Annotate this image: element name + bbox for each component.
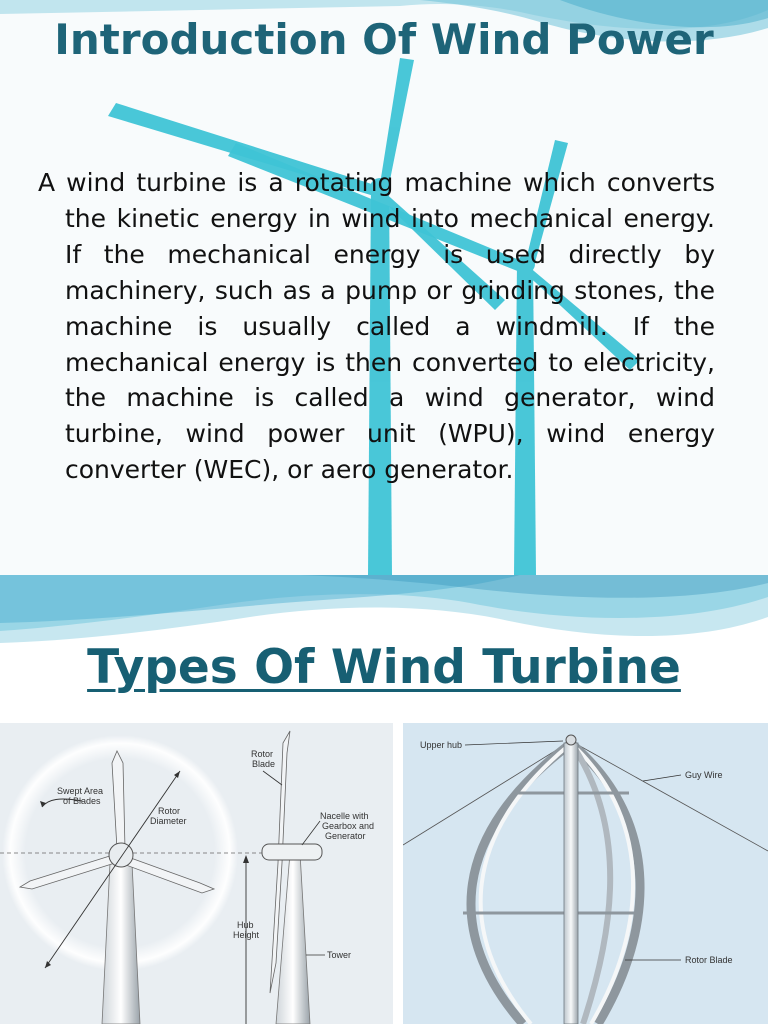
- label-hub-height: Hub: [237, 920, 254, 930]
- label-swept-area-2: of Blades: [63, 796, 101, 806]
- label-rotor-diameter: Rotor: [158, 806, 181, 816]
- slide-title-text: Types Of Wind Turbine: [87, 640, 681, 695]
- slide-body-text: A wind turbine is a rotating machine which converts the kinetic energy in wind into mechanical energy. If the mechanical energy is used directly by machinery, such as a pump or grinding stones, the machine is usually called a windmill. If the mechanical energy is then converted to electricity, the machine is called a wind generator, wind turbine, wind power unit (WPU), wind energy converter (WEC), or aero generator.: [38, 168, 715, 485]
- vawt-diagram: [403, 723, 768, 1024]
- slide-title: [0, 638, 768, 698]
- label-rotor-blade: Rotor: [251, 749, 274, 759]
- guy-wire-right: [571, 741, 768, 851]
- rotor-blade-back: [575, 749, 610, 1024]
- label-hub-height-2: Height: [233, 930, 260, 940]
- label-nacelle-2: Gearbox and: [322, 821, 375, 831]
- vawt-diagram-drawing: [403, 723, 768, 1024]
- front-hub: [109, 843, 133, 867]
- label-rotor-blade-2: Blade: [252, 759, 276, 769]
- label-rotor-blade: Rotor Blade: [685, 955, 733, 965]
- nacelle: [262, 844, 322, 860]
- label-nacelle: Nacelle with: [320, 811, 369, 821]
- label-upper-hub: Upper hub: [420, 740, 463, 750]
- label-guy-wire: Guy Wire: [685, 770, 723, 780]
- hawt-diagram-drawing: [0, 723, 393, 1024]
- slide-types: [0, 575, 768, 1024]
- hawt-diagram: [0, 723, 393, 1024]
- slide-title: Introduction Of Wind Power: [54, 15, 714, 64]
- label-nacelle-3: Generator: [325, 831, 366, 841]
- label-rotor-diameter-2: Diameter: [150, 816, 187, 826]
- upper-hub: [566, 735, 576, 745]
- label-tower: Tower: [327, 950, 352, 960]
- rotor-blade-left: [471, 745, 569, 1024]
- center-shaft: [564, 743, 578, 1024]
- label-swept-area: Swept Area: [57, 786, 104, 796]
